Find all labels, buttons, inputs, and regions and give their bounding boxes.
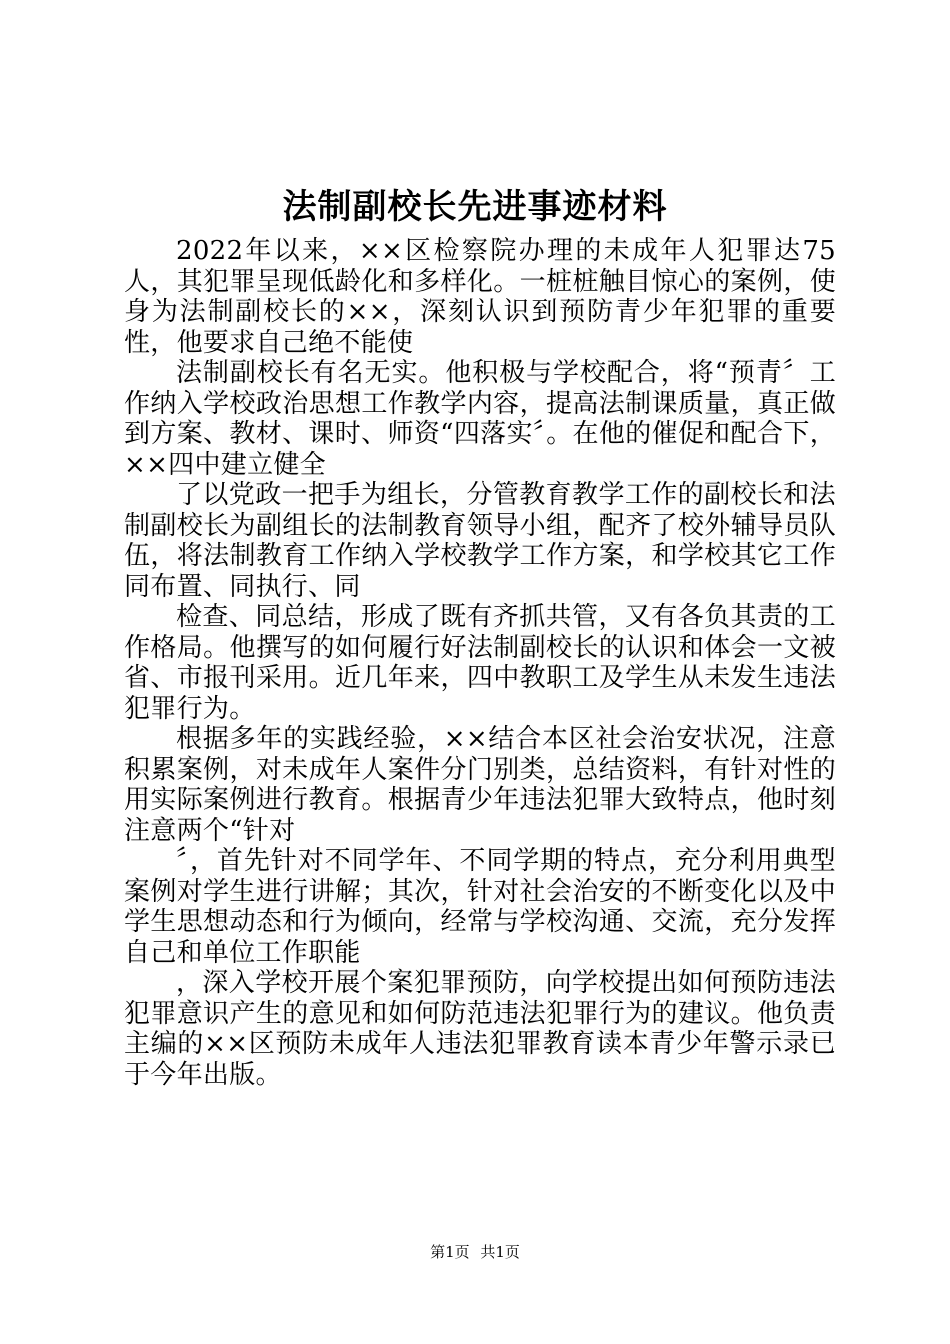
- paragraph-3: 了以党政一把手为组长，分管教育教学工作的副校长和法制副校长为副组长的法制教育领导小组，配齐了校外辅导员队伍，将法制教育工作纳入学校教学工作方案，和学校其它工作同布置、同执行、同: [124, 480, 836, 602]
- paragraph-6: 〞，首先针对不同学年、不同学期的特点，充分利用典型案例对学生进行讲解；其次，针对社会治安的不断变化以及中学生思想动态和行为倾向，经常与学校沟通、交流，充分发挥自己和单位工作职能: [124, 846, 836, 968]
- paragraph-7: ，深入学校开展个案犯罪预防，向学校提出如何预防违法犯罪意识产生的意见和如何防范违法犯罪行为的建议。他负责主编的××区预防未成年人违法犯罪教育读本青少年警示录已于今年出版。: [124, 968, 836, 1090]
- paragraph-5: 根据多年的实践经验，××结合本区社会治安状况，注意积累案例，对未成年人案件分门别类，总结资料，有针对性的用实际案例进行教育。根据青少年违法犯罪大致特点，他时刻注意两个“针对: [124, 724, 836, 846]
- page-footer: [0, 1242, 950, 1262]
- paragraph-4: 检查、同总结，形成了既有齐抓共管，又有各负其责的工作格局。他撰写的如何履行好法制副校长的认识和体会一文被省、市报刊采用。近几年来，四中教职工及学生从未发生违法犯罪行为。: [124, 602, 836, 724]
- page-total: 共1页: [480, 1243, 520, 1261]
- paragraph-1: 2022年以来，××区检察院办理的未成年人犯罪达75人，其犯罪呈现低龄化和多样化。一桩桩触目惊心的案例，使身为法制副校长的××，深刻认识到预防青少年犯罪的重要性，他要求自己绝不能使: [124, 236, 836, 358]
- document-title: 法制副校长先进事迹材料: [282, 187, 668, 227]
- paragraph-2: 法制副校长有名无实。他积极与学校配合，将“预青〞工作纳入学校政治思想工作教学内容，提高法制课质量，真正做到方案、教材、课时、师资“四落实〞。在他的催促和配合下，××四中建立健全: [124, 358, 836, 480]
- document-body: [124, 236, 836, 1090]
- page-number: 第1页: [430, 1243, 470, 1261]
